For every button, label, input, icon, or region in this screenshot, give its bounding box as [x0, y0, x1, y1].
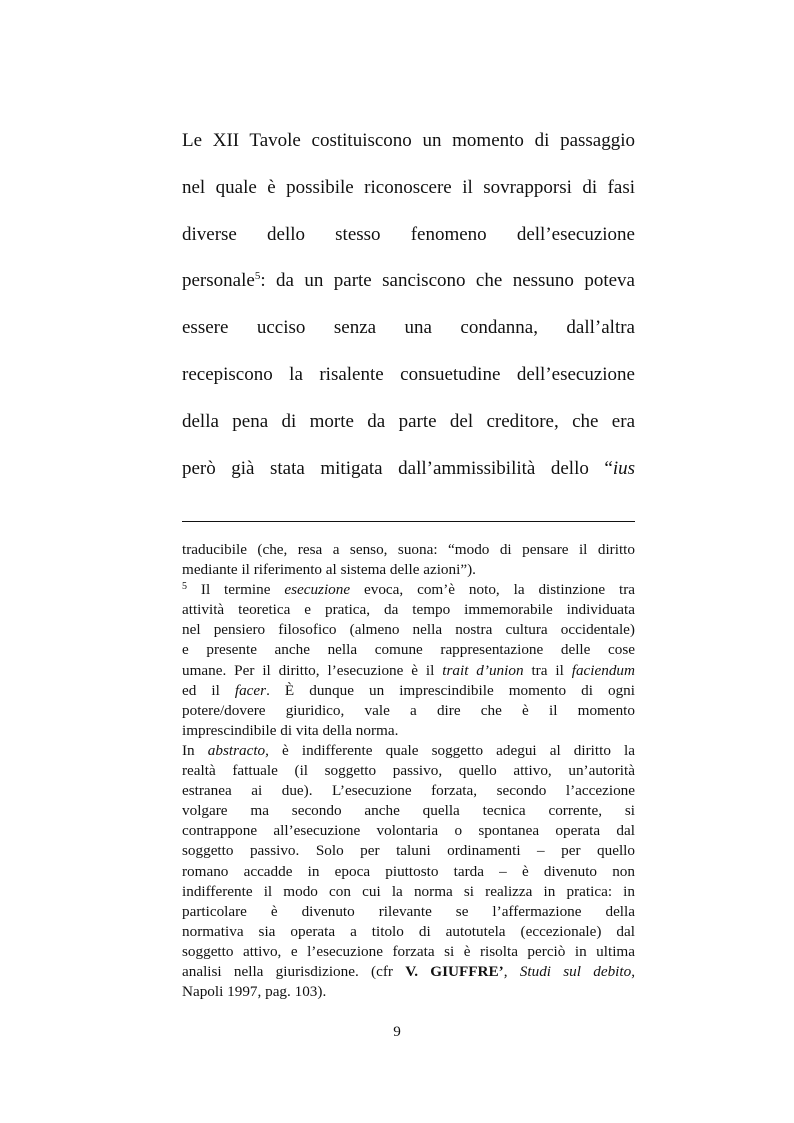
- footnotes-area: [182, 540, 635, 1002]
- footnote-line: [182, 801, 635, 821]
- footnote-line: [182, 701, 635, 721]
- text-run: umane. Per il diritto, l’esecuzione è il: [182, 661, 443, 679]
- footnote-line: [182, 862, 635, 882]
- text-run: romano accadde in epoca piuttosto tarda – è divenuto non: [182, 862, 635, 880]
- text-run: personale: [182, 270, 255, 292]
- text-line: [182, 352, 635, 399]
- text-run: però già stata mitigata dall’ammissibilità dello “: [182, 457, 613, 479]
- text-run: , è indifferente quale soggetto adegui al diritto la: [265, 741, 635, 759]
- footnote-line: [182, 580, 635, 600]
- text-run: contrappone all’esecuzione volontaria o spontanea operata dal: [182, 822, 635, 840]
- text-run: realtà fattuale (il soggetto passivo, quello attivo, un’autorità: [182, 762, 635, 780]
- italic-text: faciendum: [571, 661, 635, 679]
- text-run: attività teoretica e pratica, da tempo immemorabile individuata: [182, 601, 635, 619]
- footnote-continuation: [182, 540, 635, 580]
- text-run: soggetto attivo, e l’esecuzione forzata si è risolta perciò in ultima: [182, 942, 635, 960]
- text-run: soggetto passivo. Solo per taluni ordinamenti – per quello: [182, 842, 635, 860]
- footnote-line: [182, 741, 635, 761]
- footnote-line: [182, 882, 635, 902]
- footnote-line: [182, 761, 635, 781]
- text-run: particolare è divenuto rilevante se l’affermazione della: [182, 902, 635, 920]
- text-run: evoca, com’è noto, la distinzione tra: [350, 581, 636, 599]
- text-run: essere ucciso senza una condanna, dall’altra: [182, 317, 635, 339]
- footnote-line: [182, 841, 635, 861]
- footnote-line: [182, 902, 635, 922]
- bold-text: V. GIUFFRE’: [405, 962, 504, 980]
- text-run: volgare ma secondo anche quella tecnica corrente, si: [182, 802, 635, 820]
- text-run: Il termine: [187, 581, 285, 599]
- footnote-reference: 5: [254, 270, 261, 283]
- footnote-5-paragraph-2: [182, 741, 635, 1002]
- footnote-separator: [182, 521, 635, 522]
- text-line: [182, 446, 635, 493]
- footnote-line: [182, 681, 635, 701]
- footnote-5-paragraph-1: [182, 580, 635, 741]
- text-run: ,: [631, 962, 636, 980]
- text-run: ed il: [182, 681, 235, 699]
- text-run: diverse dello stesso fenomeno dell’esecuzione: [182, 223, 635, 245]
- text-line: [182, 305, 635, 352]
- text-run: Napoli 1997, pag. 103).: [182, 983, 327, 1001]
- text-run: ,: [503, 962, 520, 980]
- text-line: [182, 258, 635, 305]
- text-line: [182, 118, 635, 165]
- text-run: analisi nella giurisdizione. (cfr: [182, 962, 406, 980]
- text-run: . È dunque un imprescindibile momento di ogni: [266, 681, 635, 699]
- text-run: : da un parte sanciscono che nessuno poteva: [260, 270, 635, 292]
- text-run: e presente anche nella comune rappresentazione delle cose: [182, 641, 635, 659]
- text-run: imprescindibile di vita della norma.: [182, 721, 399, 739]
- text-run: normativa sia operata a titolo di autotutela (eccezionale) dal: [182, 922, 635, 940]
- italic-text: facer: [234, 681, 267, 699]
- italic-text: esecuzione: [284, 581, 351, 599]
- text-run: mediante il riferimento al sistema delle azioni”).: [182, 561, 476, 579]
- text-line: [182, 212, 635, 259]
- page-number: 9: [393, 1023, 401, 1040]
- italic-text: ius: [612, 457, 635, 479]
- text-line: [182, 165, 635, 212]
- text-run: nel quale è possibile riconoscere il sovrapporsi di fasi: [182, 176, 635, 198]
- footnote-line: [182, 982, 635, 1002]
- footnote-line: [182, 721, 635, 741]
- italic-text: Studi sul debito: [519, 962, 632, 980]
- text-line: [182, 399, 635, 446]
- text-run: nel pensiero filosofico (almeno nella nostra cultura occidentale): [182, 621, 635, 639]
- footnote-line: [182, 560, 635, 580]
- footnote-line: [182, 942, 635, 962]
- footnote-line: [182, 781, 635, 801]
- footnote-line: [182, 540, 635, 560]
- text-run: In: [182, 741, 208, 759]
- footnote-line: [182, 600, 635, 620]
- italic-text: trait d’union: [442, 661, 524, 679]
- footnote-marker: 5: [182, 581, 187, 593]
- text-run: della pena di morte da parte del creditore, che era: [182, 410, 635, 432]
- footnote-line: [182, 640, 635, 660]
- footnote-line: [182, 962, 635, 982]
- text-run: indifferente il modo con cui la norma si realizza in pratica: in: [182, 882, 635, 900]
- footnote-line: [182, 620, 635, 640]
- text-run: potere/dovere giuridico, vale a dire che è il momento: [182, 701, 635, 719]
- footnote-line: [182, 922, 635, 942]
- text-run: Le XII Tavole costituiscono un momento di passaggio: [182, 130, 635, 151]
- text-run: tra il: [523, 661, 572, 679]
- main-paragraph: [182, 118, 635, 492]
- text-run: recepiscono la risalente consuetudine dell’esecuzione: [182, 363, 635, 385]
- italic-text: abstracto: [207, 741, 266, 759]
- text-run: estranea ai due). L’esecuzione forzata, secondo l’accezione: [182, 782, 635, 800]
- footnote-line: [182, 821, 635, 841]
- text-run: traducibile (che, resa a senso, suona: “modo di pensare il diritto: [182, 541, 635, 558]
- footnote-line: [182, 661, 635, 681]
